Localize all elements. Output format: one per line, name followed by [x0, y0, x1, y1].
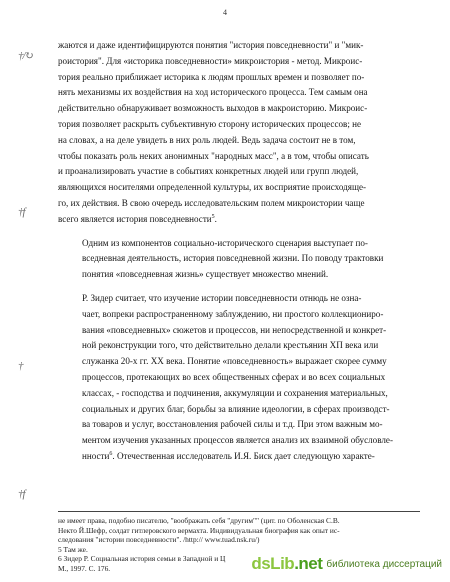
text-line: нять механизмы их воздействия на ход исторического процесса. Тем самым она [58, 87, 368, 98]
text-line: вания «повседневных» сюжетов и процессов, ни непосредственной и конкрет- [82, 324, 387, 335]
paragraph-2 [58, 236, 416, 283]
body-text [58, 38, 416, 465]
text-line: ной реконструкции того, что действительно делали крестьянин ХП века или [82, 340, 379, 351]
text-line: и проанализировать участие в событиях конкретных людей или групп людей, [58, 166, 359, 177]
text-line: служанка 20-х гг. ХХ века. Понятие «повседневность» выражает скорее сумму [82, 356, 387, 367]
text-line: Одним из компонентов социально-исторического сценария выступает по- [82, 237, 368, 248]
text-line: классах, - господства и подчинения, аккумуляции и сохранения материальных, [82, 387, 388, 398]
text-line: тория реально приближает историка к людям прошлых времен и позволяет по- [58, 71, 365, 82]
text-line: процессов, протекающих во всех общественных сферах и во всех социальных [82, 371, 386, 382]
margin-handwritten-mark: †/↻ [18, 50, 33, 62]
watermark-tagline: библиотека диссертаций [326, 558, 442, 570]
footnote-ref[interactable]: 6 [109, 450, 113, 457]
footnote-line: 5 Там же. [58, 544, 88, 554]
text-line: жаются и даже идентифицируются понятия "история повседневности" и "мик- [58, 40, 364, 50]
footnote-divider [58, 511, 420, 512]
text-line [58, 212, 416, 228]
footnote-line: не имеет права, подобно писателю, "воображать себя "другим"" (цит. по Оболенская С.В. [58, 516, 340, 525]
margin-handwritten-mark: †f [18, 488, 25, 500]
paragraph-3 [58, 291, 416, 465]
margin-handwritten-mark: †f [18, 206, 25, 218]
text-line: тория позволяет раскрыть субъективную сторону исторических процессов; не [58, 118, 362, 129]
text-line: чтобы показать роль неких анонимных "народных масс", а в том, чтобы описать [58, 150, 369, 161]
text-line: ментом изучения указанных процессов является анализ их взаимной обусловле- [82, 435, 393, 446]
footnote-line: М., 1997. С. 176. [58, 563, 111, 573]
logo-text: dsLib [251, 554, 295, 573]
text-line: Р. Зидер считает, что изучение истории повседневности отнюдь не озна- [82, 292, 362, 303]
text-line: роистория". Для «историка повседневности» микроистория - метод. Микроис- [58, 55, 363, 66]
page-number: 4 [223, 8, 227, 17]
logo-accent-text: .net [294, 554, 323, 573]
text-line-part: нности [82, 450, 110, 461]
text-line: ва товаров и услуг, восстановления рабочей силы и т.д. При этом важным мо- [82, 419, 383, 430]
text-line: понятия «повседневная жизнь» существует множество мнений. [82, 269, 329, 280]
dslib-logo [251, 554, 322, 574]
text-line-part: . Отечественная исследователь И.Я. Биск дает следующую характе- [112, 450, 375, 461]
text-line: действительно обнаруживает возможность выходов в макроисторию. Микроис- [58, 103, 368, 114]
footnote-line: следования "истории повседневности". /http:// www.tuad.nsk.ru/) [58, 535, 260, 545]
footnote-line: Некто Й.Шефр, солдат гитлеровского вермахта. Индивидуальная биография как опыт ис- [58, 525, 340, 535]
text-line-part: всего является история повседневности [58, 213, 212, 224]
paragraph-1 [58, 38, 416, 228]
text-line: го, их действия. В свою очередь исследовательским полем микроистории чаще [58, 197, 365, 208]
text-line: на словах, а на деле увидеть в них роль людей. Ведь задача состоит не в том, [58, 134, 356, 145]
text-line: чает, вопреки распространенному заблуждению, ни простого коллекциониро- [82, 308, 384, 319]
margin-handwritten-mark: † [18, 360, 23, 372]
text-line-part: . [214, 213, 217, 224]
dslib-watermark[interactable] [251, 552, 442, 576]
text-line: вседневная деятельность, история повседневной жизни. По поводу трактовки [82, 253, 384, 264]
footnote-line: 6 Зидер Р. Социальная история семьи в Западной и Ц [58, 554, 226, 564]
text-line [58, 449, 416, 465]
text-line: социальных и других благ, борьбы за влияние идеологии, в сферах производст- [82, 403, 390, 414]
footnote-ref[interactable]: 5 [211, 213, 215, 220]
text-line: являющихся носителями определенной культуры, их восприятие происходяще- [58, 182, 367, 193]
